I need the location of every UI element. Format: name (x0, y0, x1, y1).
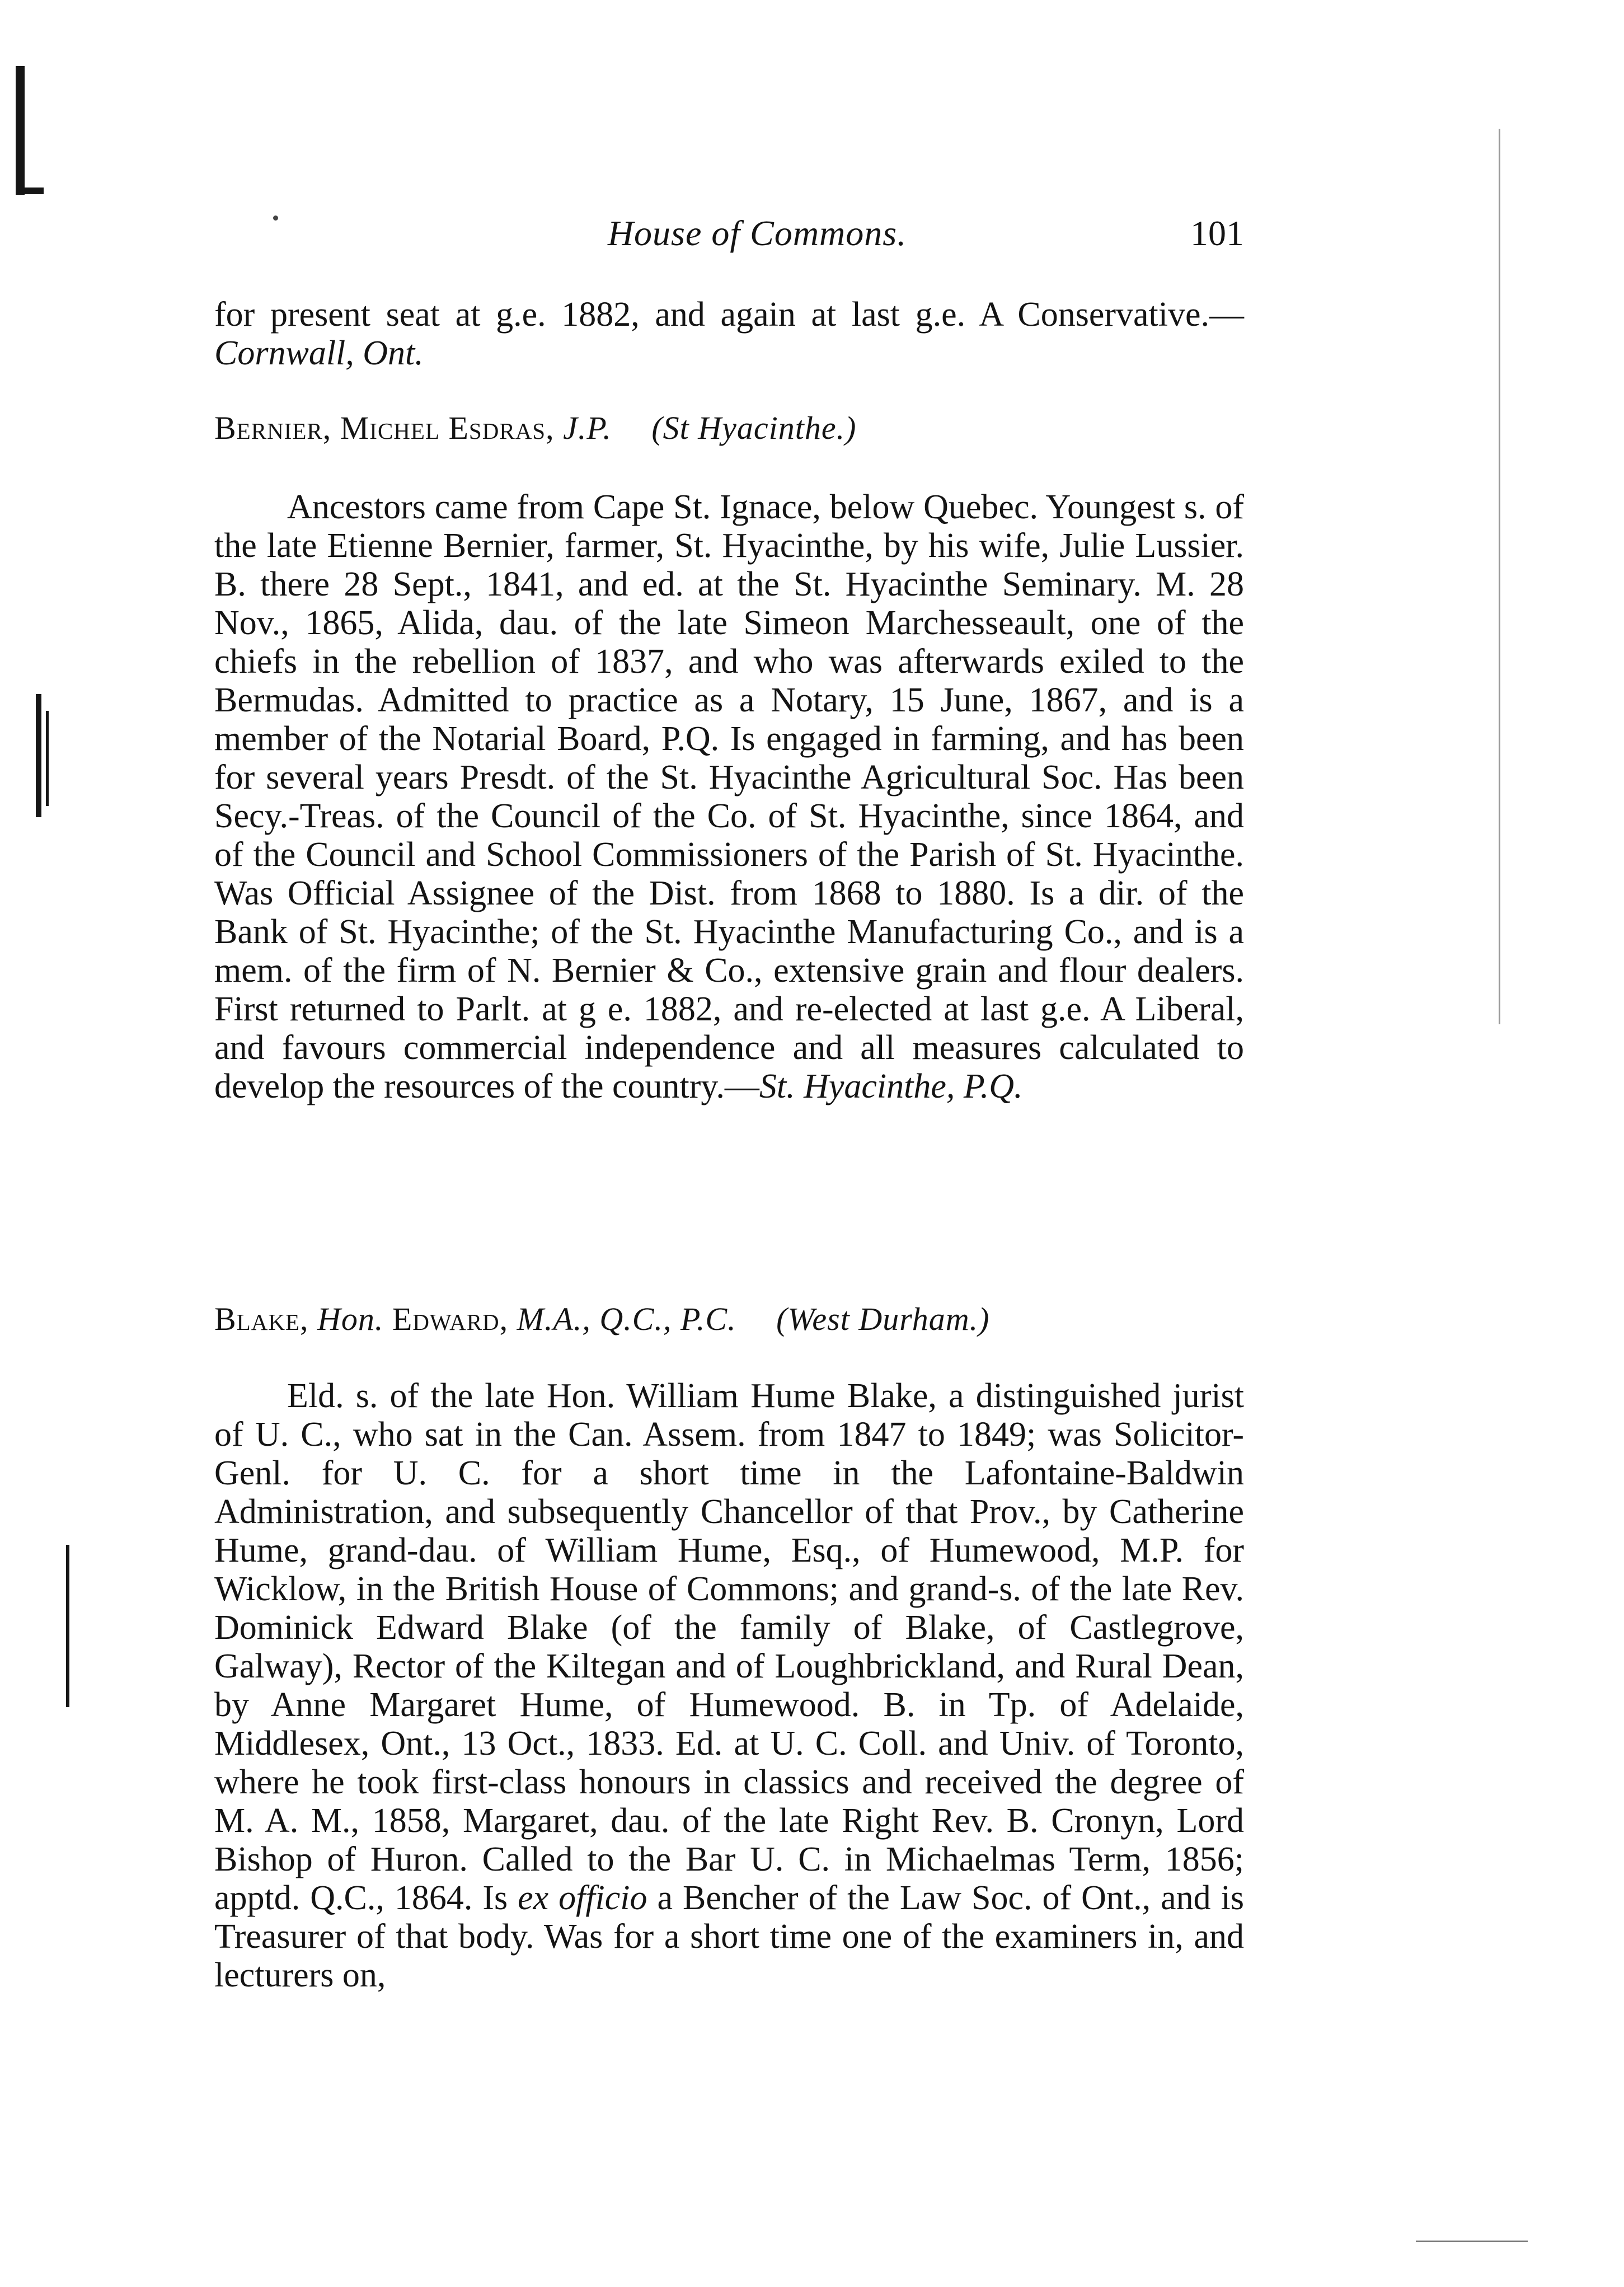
scan-edge-mark-bottom (1416, 2241, 1528, 2242)
scan-edge-mark-middle (36, 694, 41, 817)
entry-constituency: (St Hyacinthe.) (651, 410, 857, 446)
entry-honours: M.A., Q.C., P.C. (508, 1301, 736, 1337)
scan-edge-mark-right (1499, 129, 1500, 1024)
continuation-place: Cornwall, Ont. (214, 334, 424, 372)
page-number: 101 (1190, 213, 1244, 253)
running-head: House of Commons. (607, 213, 907, 253)
continuation-text: for present seat at g.e. 1882, and again at last g.e. A Conservative.— (214, 296, 1244, 334)
scan-edge-mark-top-tick (16, 188, 44, 194)
entry-body-text: Ancestors came from Cape St. Ignace, below Quebec. Youngest s. of the late Etienne Bernier, farmer, St. Hyacinthe, by his wife, Julie Lussier. B. there 28 Sept., 1841, and ed. at the St. Hyacinthe Seminary. M. 28 Nov., 1865, Alida, dau. of the late Simeon Marchesseault, one of the chiefs in the rebellion of 1837, and who was afterwards exiled to the Bermudas. Admitted to practice as a Notary, 15 June, 1867, and is a member of the Notarial Board, P.Q. Is engaged in farming, and has been for several years Presdt. of the St. Hyacinthe Agricultural Soc. Has been Secy.-Treas. of the Council of the Co. of St. Hyacinthe, since 1864, and of the Council and School Commissioners of the Parish of St. Hyacinthe. Was Official Assignee of the Dist. from 1868 to 1880. Is a dir. of the Bank of St. Hyacinthe; of the St. Hyacinthe Manufacturing Co., and is a mem. of the firm of N. Bernier & Co., extensive grain and flour dealers. First returned to Parlt. at g e. 1882, and re-elected at last g.e. A Liberal, and favours commercial independence and all measures calculated to develop the resources of the country.— (214, 488, 1244, 1105)
entry-heading-bernier (214, 409, 1244, 447)
entry-place: St. Hyacinthe, P.Q. (759, 1067, 1023, 1105)
entry-body-paragraph (214, 1377, 1244, 1995)
continuation-paragraph (214, 296, 1244, 373)
entry-body-text: Eld. s. of the late Hon. William Hume Blake, a distinguished jurist of U. C., who sat in the Can. Assem. from 1847 to 1849; was Solicitor-Genl. for U. C. for a short time in the Lafontaine-Baldwin Administration, and subsequently Chancellor of that Prov., by Catherine Hume, grand-dau. of William Hume, Esq., of Humewood, M.P. for Wicklow, in the British House of Commons; and grand-s. of the late Rev. Dominick Edward Blake (of the family of Blake, of Castlegrove, Galway), Rector of the Kiltegan and of Loughbrickland, and Rural Dean, by Anne Margaret Hume, of Humewood. B. in Tp. of Adelaide, Middlesex, Ont., 13 Oct., 1833. Ed. at U. C. Coll. and Univ. of Toronto, where he took first-class honours in classics and received the degree of M. A. M., 1858, Margaret, dau. of the late Right Rev. B. Cronyn, Lord Bishop of Huron. Called to the Bar U. C. in Michaelmas Term, 1856; apptd. Q.C., 1864. Is (214, 1377, 1244, 1917)
entry-surname: Blake, (214, 1301, 309, 1337)
page-header (214, 213, 1244, 263)
entry-body-blake (214, 1377, 1244, 1995)
entry-body-italic: ex officio (518, 1879, 647, 1917)
scan-edge-mark-lower (66, 1545, 69, 1707)
entry-body-bernier (214, 488, 1244, 1106)
entry-given-names: Michel Esdras, (331, 410, 555, 446)
scan-edge-mark-middle-2 (46, 711, 49, 806)
entry-honours: J.P. (554, 410, 612, 446)
entry-body-text-cont: a Bencher of the Law Soc. of Ont., and is Treasurer of that body. Was for a short time one of the examiners in, and lecturers on, (214, 1879, 1244, 1994)
entry-surname: Bernier, (214, 410, 332, 446)
scan-edge-mark-top (16, 66, 25, 195)
entry-title: Hon. (308, 1301, 384, 1337)
entry-body-paragraph (214, 488, 1244, 1106)
entry-given-names: Edward, (383, 1301, 509, 1337)
entry-heading-blake (214, 1300, 1244, 1338)
entry-constituency: (West Durham.) (776, 1301, 990, 1337)
